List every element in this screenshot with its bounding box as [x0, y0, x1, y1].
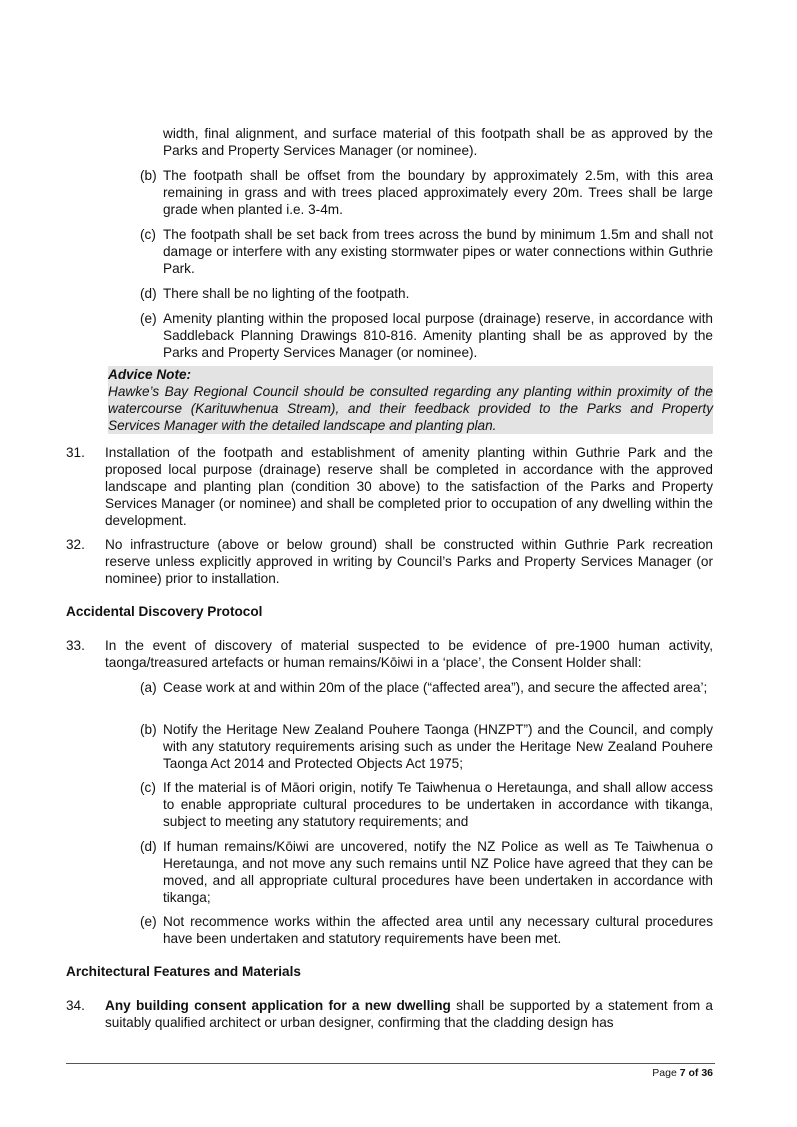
- condition-text: Installation of the footpath and establishment of amenity planting within Guthrie Park and the proposed local purpose (drainage) reserve shall be completed in accordance with the approved landscape and planting plan (condition 30 above) to the satisfaction of the Parks and Property Services Manager (or nominee) and shall be completed prior to occupation of any dwelling within the development.: [105, 445, 713, 528]
- condition-bold-text: Any building consent application for a new dwelling: [105, 998, 451, 1013]
- list-text: The footpath shall be offset from the boundary by approximately 2.5m, with this area remaining in grass and with trees placed approximately every 20m. Trees shall be large grade when planted i.e. 3-4m.: [163, 168, 713, 217]
- condition-number: 31.: [66, 445, 85, 460]
- page-footer: [652, 1067, 713, 1079]
- list-text: There shall be no lighting of the footpath.: [163, 286, 410, 301]
- list-label: (d): [140, 286, 157, 301]
- list-label: (a): [140, 680, 157, 695]
- condition-text: [105, 997, 713, 1031]
- list-label: (c): [140, 780, 156, 795]
- condition-text: No infrastructure (above or below ground) shall be constructed within Guthrie Park recreation reserve unless explicitly approved in writing by Council’s Parks and Property Services Manager (or nominee) prior to installation.: [105, 537, 713, 586]
- section-heading: Architectural Features and Materials: [66, 964, 301, 979]
- list-label: (d): [140, 839, 157, 854]
- condition-text: In the event of discovery of material suspected to be evidence of pre-1900 human activity, taonga/treasured artefacts or human remains/Kōiwi in a ‘place’, the Consent Holder shall:: [105, 638, 713, 670]
- list-label: (b): [140, 722, 157, 737]
- list-text: Cease work at and within 20m of the place (“affected area”), and secure the affected area’;: [163, 680, 708, 695]
- condition-number: 32.: [66, 537, 85, 552]
- advice-note-text: Hawke’s Bay Regional Council should be consulted regarding any planting within proximity of the watercourse (Karituwhenua Stream), and their feedback provided to the Parks and Property Services Manager with the detailed landscape and planting plan.: [108, 384, 713, 433]
- condition-number: 33.: [66, 638, 85, 653]
- page-number: 7 of 36: [679, 1067, 713, 1079]
- list-label: (e): [140, 914, 157, 929]
- list-text: If human remains/Kōiwi are uncovered, notify the NZ Police as well as Te Taiwhenua o Heretaunga, and not move any such remains until NZ Police have agreed that they can be moved, and all appropriate cultural procedures have been undertaken in accordance with tikanga;: [163, 839, 713, 905]
- page-label: Page: [652, 1067, 680, 1079]
- list-text: The footpath shall be set back from trees across the bund by minimum 1.5m and shall not damage or interfere with any existing stormwater pipes or water connections within Guthrie Park.: [163, 227, 713, 276]
- continuation-text: width, final alignment, and surface material of this footpath shall be as approved by the Parks and Property Services Manager (or nominee).: [163, 126, 713, 158]
- list-label: (b): [140, 168, 157, 183]
- list-label: (c): [140, 227, 156, 242]
- advice-note: [108, 366, 713, 434]
- list-label: (e): [140, 311, 157, 326]
- section-heading: Accidental Discovery Protocol: [66, 604, 263, 619]
- list-text: If the material is of Māori origin, notify Te Taiwhenua o Heretaunga, and shall allow access to enable appropriate cultural procedures to be undertaken in accordance with tikanga, subject to meeting any statutory requirements; and: [163, 780, 713, 829]
- advice-note-title: Advice Note:: [108, 367, 192, 382]
- condition-text-rest: shall be supported by a statement from a suitably qualified architect or urban designer, confirming that the cladding design has: [105, 998, 713, 1030]
- footer-divider: [66, 1063, 715, 1064]
- condition-number: 34.: [66, 998, 85, 1013]
- list-text: Notify the Heritage New Zealand Pouhere Taonga (HNZPT”) and the Council, and comply with any statutory requirements arising such as under the Heritage New Zealand Pouhere Taonga Act 2014 and Protected Objects Act 1975;: [163, 722, 713, 771]
- list-text: Not recommence works within the affected area until any necessary cultural procedures have been undertaken and statutory requirements have been met.: [163, 914, 713, 946]
- list-text: Amenity planting within the proposed local purpose (drainage) reserve, in accordance with Saddleback Planning Drawings 810-816. Amenity planting shall be as approved by the Parks and Property Services Manager (or nominee).: [163, 311, 713, 360]
